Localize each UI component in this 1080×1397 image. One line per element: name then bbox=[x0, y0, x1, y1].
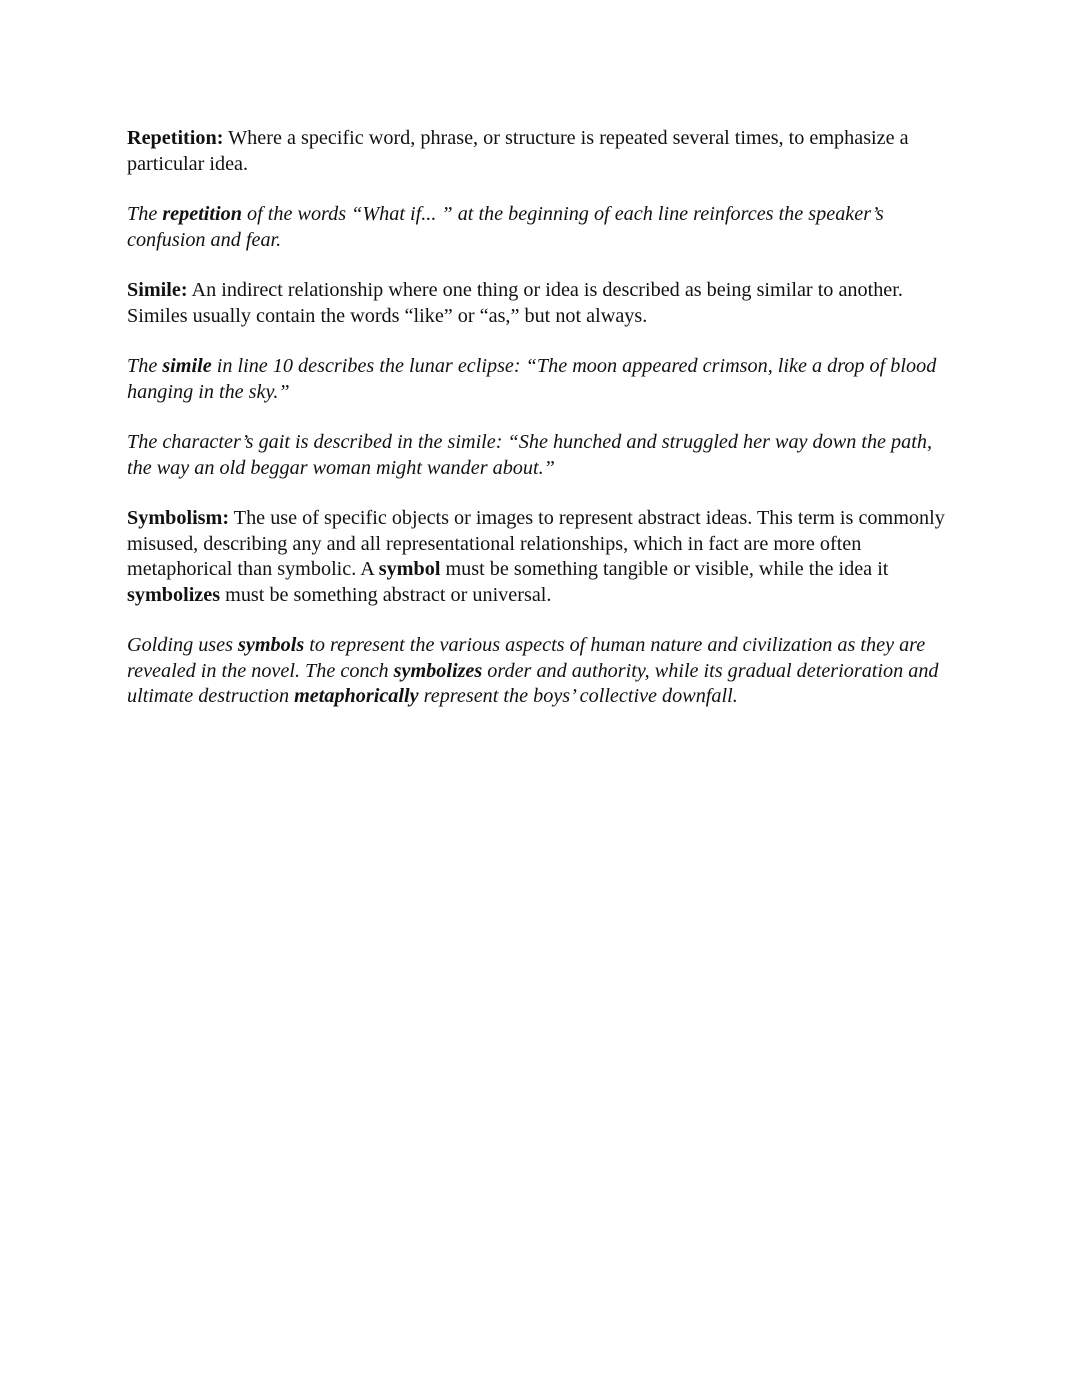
term-label: Repetition: bbox=[127, 127, 224, 149]
example-text: in line 10 describes the lunar eclipse: “The moon appeared crimson, like a drop of blood hanging in the sky.” bbox=[127, 355, 937, 403]
definition-text: must be something tangible or visible, while the idea it bbox=[440, 558, 889, 580]
term-label: Simile: bbox=[127, 279, 188, 301]
inline-term: symbolizes bbox=[127, 583, 221, 606]
definition-repetition bbox=[127, 126, 957, 177]
document-page bbox=[127, 126, 957, 735]
term-label: Symbolism: bbox=[127, 507, 230, 529]
definition-symbolism bbox=[127, 506, 957, 608]
definition-text: Where a specific word, phrase, or structure is repeated several times, to emphasize a particular idea. bbox=[127, 127, 909, 175]
example-term: metaphorically bbox=[294, 685, 419, 707]
example-repetition bbox=[127, 202, 957, 253]
example-text: represent the boys’ collective downfall. bbox=[418, 685, 738, 707]
example-text: to represent the various aspects of human nature and civilization as they are revealed in the novel. The conch bbox=[127, 634, 926, 682]
example-text: Golding uses bbox=[127, 634, 239, 656]
example-text: The character’s gait is described in the simile: “She hunched and struggled her way down the path, the way an old beggar woman might wander about.” bbox=[127, 431, 932, 479]
example-simile-eclipse bbox=[127, 354, 957, 405]
definition-text: must be something abstract or universal. bbox=[220, 583, 552, 606]
example-term: symbols bbox=[238, 634, 305, 656]
example-symbolism bbox=[127, 633, 957, 710]
definition-simile bbox=[127, 278, 957, 329]
definition-text: The use of specific objects or images to represent abstract ideas. This term is commonly misused, describing any and all representational relationships, which in fact are more often metaphorical than symbolic. A bbox=[127, 507, 945, 580]
example-text: order and authority, while its gradual deterioration and ultimate destruction bbox=[127, 659, 939, 707]
definition-text: An indirect relationship where one thing or idea is described as being similar to another. Similes usually contain the words “like” or “as,” but not always. bbox=[127, 279, 903, 327]
example-term: simile bbox=[162, 355, 212, 377]
example-text: The bbox=[127, 203, 163, 225]
example-simile-gait bbox=[127, 430, 957, 481]
example-text: The bbox=[127, 355, 163, 377]
example-term: symbolizes bbox=[393, 659, 483, 682]
example-term: repetition bbox=[162, 203, 242, 225]
example-text: of the words “What if... ” at the beginning of each line reinforces the speaker’s confusion and fear. bbox=[127, 203, 884, 251]
inline-term: symbol bbox=[378, 558, 441, 580]
